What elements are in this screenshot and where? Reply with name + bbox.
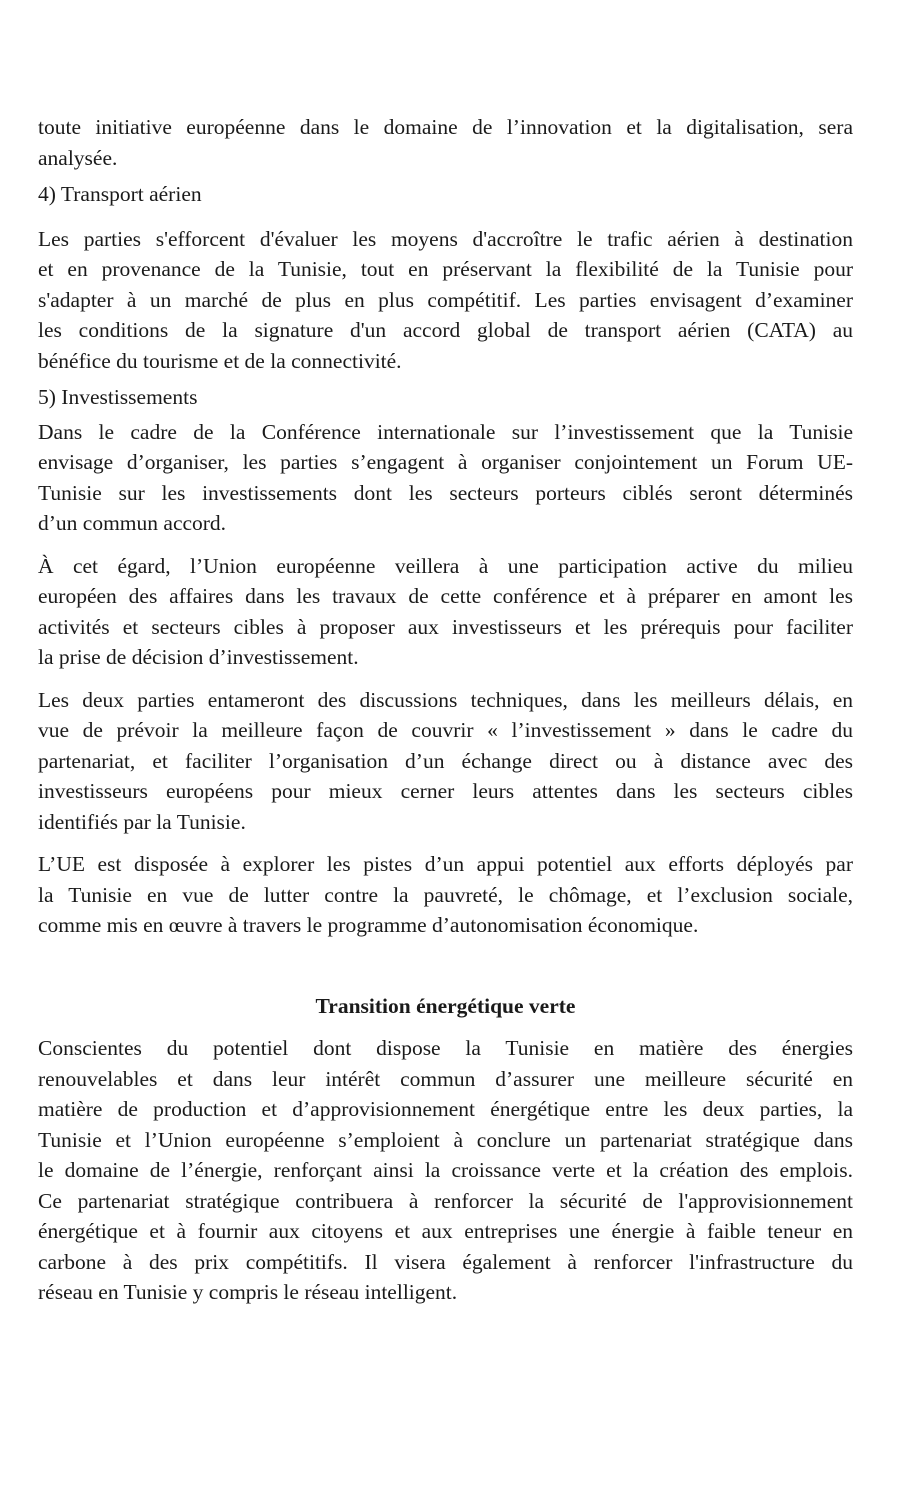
text-line: réseau en Tunisie y compris le réseau intelligent. [38,1280,458,1304]
text-line: comme mis en œuvre à travers le programme d’autonomisation économique. [38,913,699,937]
text-line: Les deux parties entameront des discussions techniques, dans les meilleurs délais, en [38,687,853,712]
paragraph-transition-energetique [38,1033,853,1308]
paragraph-conference-investissement [38,417,853,539]
text-line: le domaine de l’énergie, renforçant ainsi la croissance verte et la création des emplois. [38,1158,853,1182]
paragraph-transport-aerien [38,224,853,377]
text-line: vue de prévoir la meilleure façon de couvrir « l’investissement » dans le cadre du [38,718,853,742]
section-title-transition-energetique: Transition énergétique verte [315,993,576,1018]
paragraph-discussions-techniques [38,685,853,838]
text-line: les conditions de la signature d'un accord global de transport aérien (CATA) au [38,318,853,342]
text-line: toute initiative européenne dans le domaine de l’innovation et la digitalisation, sera [38,115,853,139]
heading-investissements: 5) Investissements [38,385,198,409]
text-line: investisseurs européens pour mieux cerner leurs attentes dans les secteurs cibles [38,779,853,803]
text-line: Les parties s'efforcent d'évaluer les moyens d'accroître le trafic aérien à destination [38,226,853,251]
paragraph-participation-active [38,551,853,673]
text-line: Dans le cadre de la Conférence internationale sur l’investissement que la Tunisie [38,419,853,444]
text-line: L’UE est disposée à explorer les pistes d’un appui potentiel aux efforts déployés par [38,852,853,876]
text-line: envisage d’organiser, les parties s’engagent à organiser conjointement un Forum UE- [38,450,853,474]
text-line: analysée. [38,145,118,170]
text-line: partenariat, et faciliter l’organisation d’un échange direct ou à distance avec des [38,748,853,773]
text-line: Ce partenariat stratégique contribuera à renforcer la sécurité de l'approvisionnement [38,1188,853,1213]
paragraph-innovation-continuation [38,112,853,173]
text-line: la Tunisie en vue de lutter contre la pauvreté, le chômage, et l’exclusion sociale, [38,882,853,907]
text-line: À cet égard, l’Union européenne veillera à une participation active du milieu [38,553,853,578]
text-line: renouvelables et dans leur intérêt commun d’assurer une meilleure sécurité en [38,1066,853,1091]
text-line: énergétique et à fournir aux citoyens et aux entreprises une énergie à faible teneur en [38,1219,853,1243]
text-line: carbone à des prix compétitifs. Il visera également à renforcer l'infrastructure du [38,1249,853,1274]
text-line: activités et secteurs cibles à proposer aux investisseurs et les prérequis pour faciliter [38,614,853,639]
heading-transport-aerien: 4) Transport aérien [38,182,202,206]
text-line: la prise de décision d’investissement. [38,645,359,669]
text-line: matière de production et d’approvisionnement énergétique entre les deux parties, la [38,1097,853,1121]
text-line: Conscientes du potentiel dont dispose la Tunisie en matière des énergies [38,1036,853,1060]
paragraph-appui-potentiel [38,849,853,941]
text-line: s'adapter à un marché de plus en plus compétitif. Les parties envisagent d’examiner [38,287,853,312]
text-line: Tunisie sur les investissements dont les secteurs porteurs ciblés seront déterminés [38,480,853,505]
text-line: d’un commun accord. [38,511,227,535]
text-line: identifiés par la Tunisie. [38,809,246,834]
text-line: bénéfice du tourisme et de la connectivité. [38,348,402,373]
document-page [38,112,853,1320]
text-line: européen des affaires dans les travaux de cette conférence et à préparer en amont les [38,584,853,608]
text-line: et en provenance de la Tunisie, tout en préservant la flexibilité de la Tunisie pour [38,257,853,281]
text-line: Tunisie et l’Union européenne s’emploient à conclure un partenariat stratégique dans [38,1127,853,1152]
